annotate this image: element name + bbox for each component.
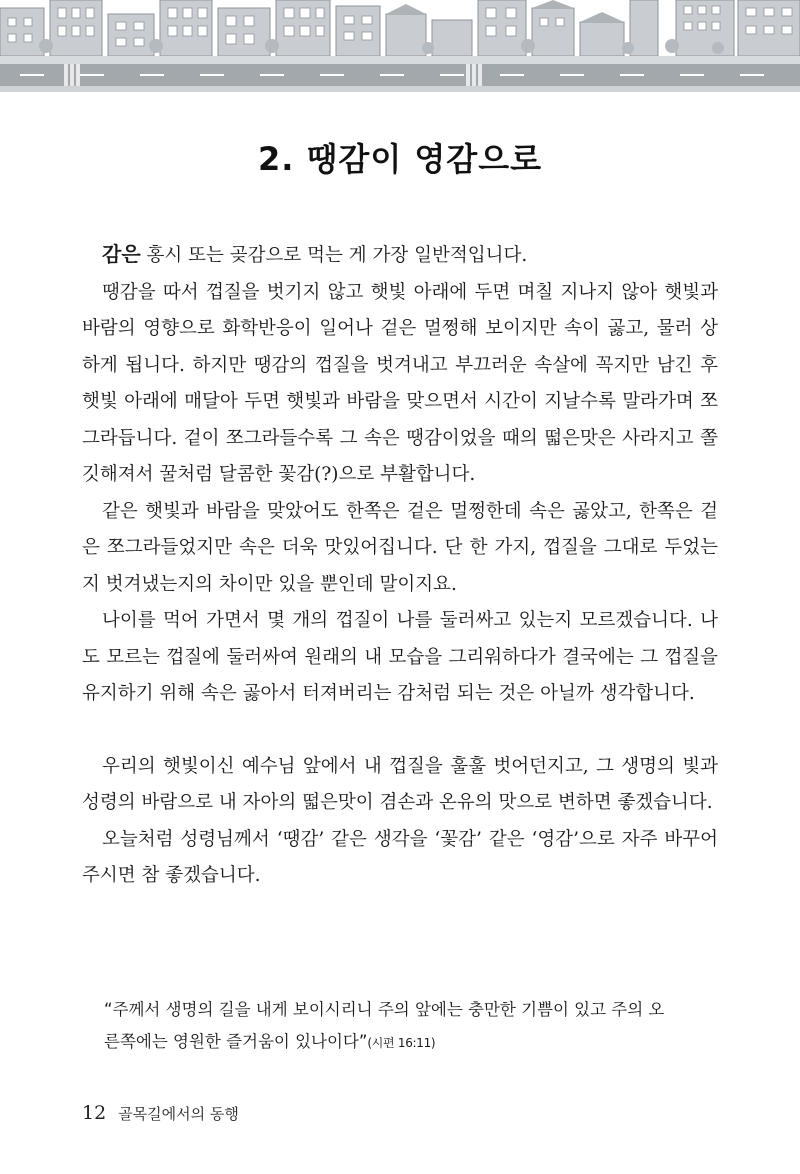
quote-line-2	[104, 1026, 720, 1059]
quote-line-1: “주께서 생명의 길을 내게 보이시리니 주의 앞에는 충만한 기쁨이 있고 주의 오	[104, 1000, 665, 1019]
scripture-quote	[104, 994, 720, 1059]
body-text	[82, 236, 718, 895]
paragraph-4: 나이를 먹어 가면서 몇 개의 껍질이 나를 둘러싸고 있는지 모르겠습니다. 나도 모르는 껍질에 둘러싸여 원래의 내 모습을 그리워하다가 결국에는 그 껍질을 유지하기 위해 속은 곯아서 터져버리는 감처럼 되는 것은 아닐까 생각합니다.	[82, 610, 718, 704]
page-footer	[82, 1102, 239, 1124]
paragraph-gap	[82, 713, 718, 749]
page-title: 2. 땡감이 영감으로	[257, 140, 543, 178]
paragraph-6: 오늘처럼 성령님께서 ‘땡감’ 같은 생각을 ‘꽃감’ 같은 ‘영감’으로 자주 바꾸어 주시면 참 좋겠습니다.	[82, 828, 718, 886]
paragraph-2: 땡감을 따서 껍질을 벗기지 않고 햇빛 아래에 두면 며칠 지나지 않아 햇빛과 바람의 영향으로 화학반응이 일어나 겉은 멀쩡해 보이지만 속이 곯고, 물러 상하게 됩니다. 하지만 땡감의 껍질을 벗겨내고 부끄러운 속살에 꼭지만 남긴 후 햇빛 아래에 매달아 두면 햇빛과 바람을 맞으면서 시간이 지날수록 말라가며 쪼그라듭니다. 겉이 쪼그라들수록 그 속은 땡감이었을 때의 떫은맛은 사라지고 쫄깃해져서 꿀처럼 달콤한 꽃감(?)으로 부활합니다.	[82, 281, 718, 485]
quote-text: 른쪽에는 영원한 즐거움이 있나이다”	[104, 1032, 368, 1051]
paragraph-1	[82, 236, 718, 275]
page-number: 12	[82, 1102, 107, 1124]
paragraph-5: 우리의 햇빛이신 예수님 앞에서 내 껍질을 훌훌 벗어던지고, 그 생명의 빛과 성령의 바람으로 내 자아의 떫은맛이 겸손과 온유의 맛으로 변하면 좋겠습니다.	[82, 755, 718, 813]
book-title: 골목길에서의 동행	[118, 1105, 239, 1123]
lead-word: 감은	[102, 242, 141, 266]
paragraph-text: 홍시 또는 곶감으로 먹는 게 가장 일반적입니다.	[140, 245, 528, 266]
quote-citation: (시편 16:11)	[367, 1036, 436, 1050]
town-street-illustration	[0, 0, 800, 92]
paragraph-3: 같은 햇빛과 바람을 맞았어도 한쪽은 겉은 멀쩡한데 속은 곯았고, 한쪽은 겉은 쪼그라들었지만 속은 더욱 맛있어집니다. 단 한 가지, 껍질을 그대로 두었는지 벗겨냈는지의 차이만 있을 뿐인데 말이지요.	[82, 500, 718, 595]
